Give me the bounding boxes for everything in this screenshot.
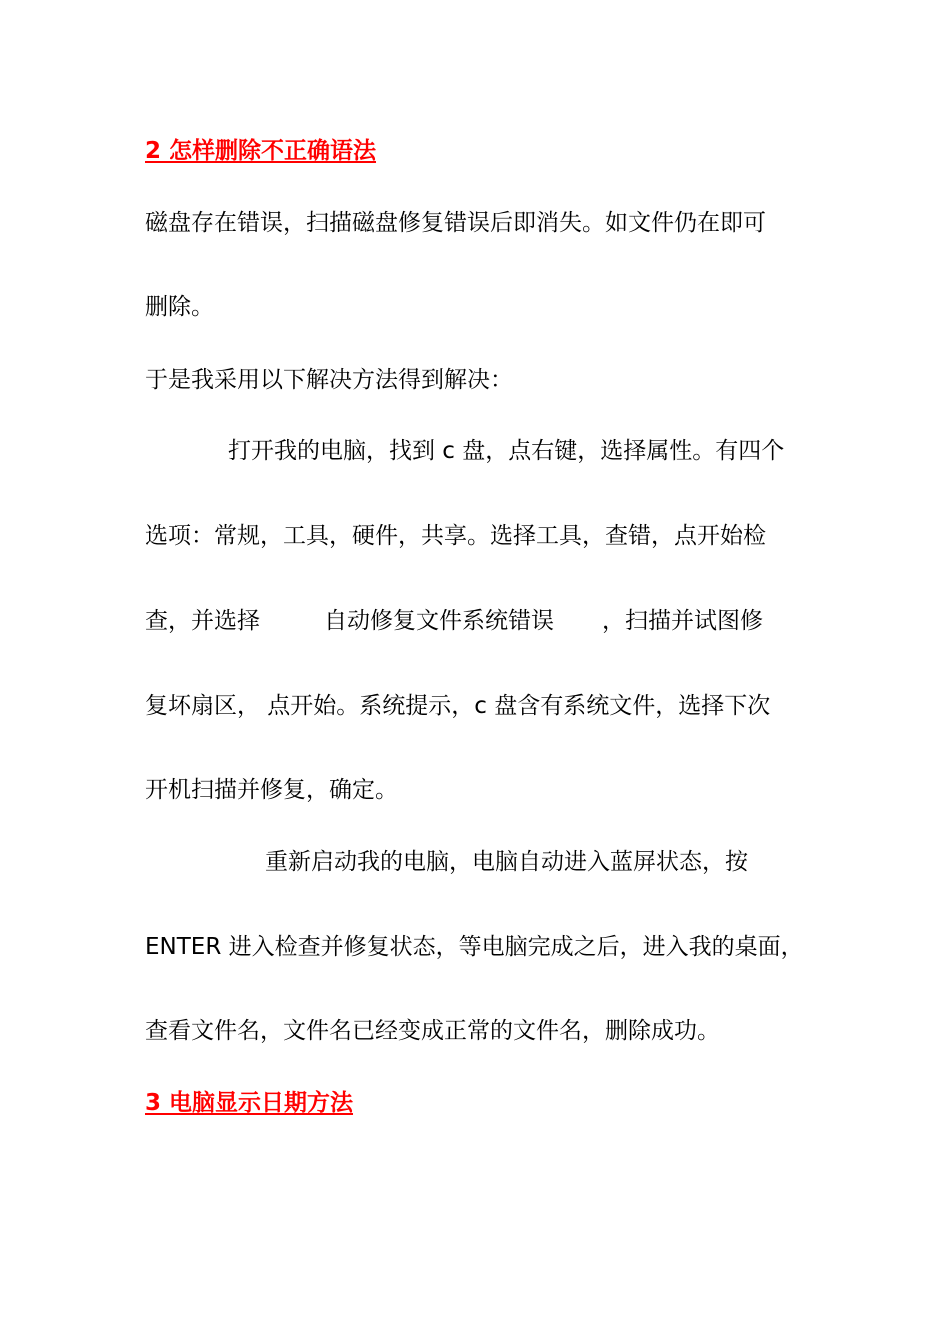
paragraph-line: 删除。 — [145, 294, 214, 320]
paragraph-line — [145, 606, 763, 636]
paragraph-line: 开机扫描并修复，确定。 — [145, 777, 398, 803]
text-segment: ，扫描并试图修 — [602, 608, 763, 634]
paragraph-line: 选项：常规，工具，硬件，共享。选择工具，查错，点开始检 — [145, 523, 766, 549]
paragraph-line: 磁盘存在错误，扫描磁盘修复错误后即消失。如文件仍在即可 — [145, 210, 766, 236]
text-segment: 自动修复文件系统错误 — [324, 608, 554, 634]
section-2-heading: 2 怎样删除不正确语法 — [145, 138, 377, 164]
paragraph-line: ENTER 进入检查并修复状态，等电脑完成之后，进入我的桌面， — [145, 934, 804, 960]
paragraph-line: 打开我的电脑，找到 c 盘，点右键，选择属性。有四个 — [228, 438, 785, 464]
paragraph-line: 复坏扇区， 点开始。系统提示，c 盘含有系统文件，选择下次 — [145, 693, 771, 719]
paragraph-line: 查看文件名，文件名已经变成正常的文件名，删除成功。 — [145, 1018, 720, 1044]
paragraph-line: 于是我采用以下解决方法得到解决： — [145, 367, 513, 393]
text-segment: 查，并选择 — [145, 608, 260, 634]
paragraph-line: 重新启动我的电脑，电脑自动进入蓝屏状态，按 — [265, 849, 748, 875]
section-3-heading: 3 电脑显示日期方法 — [145, 1090, 354, 1116]
